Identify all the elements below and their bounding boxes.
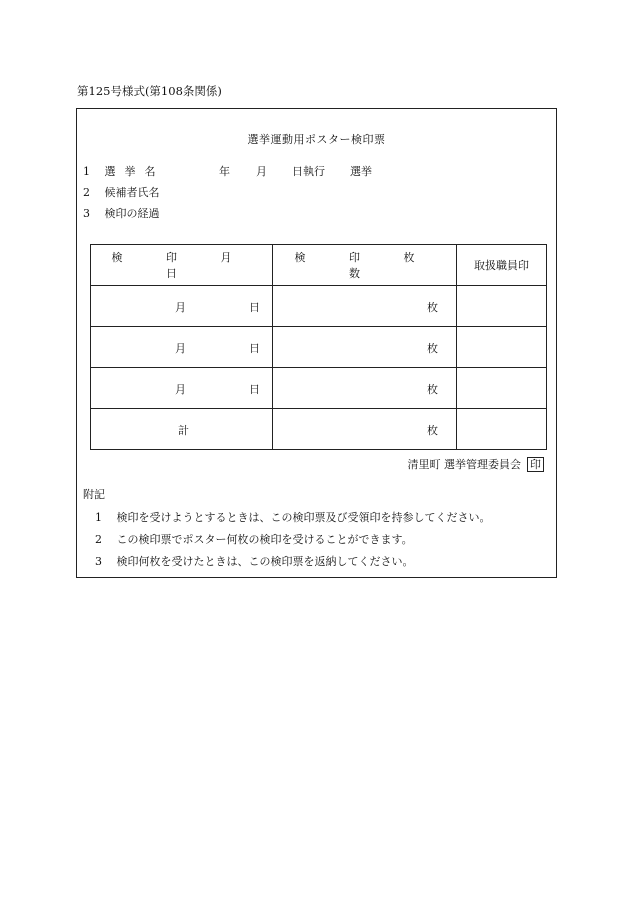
note-number: 2 [95,533,102,546]
note-number: 1 [95,511,102,524]
count-cell[interactable]: 枚 [273,286,457,327]
table-header-row [91,245,547,286]
note-text: 検印何枚を受けたときは、この検印票を返納してください。 [116,555,414,568]
table-row [91,327,547,368]
header-inspection-count: 検 印 枚 数 [273,245,457,286]
inspection-log-table [90,244,547,450]
note-text: 検印を受けようとするときは、この検印票及び受領印を持参してください。 [116,511,491,524]
item-number: 3 [83,207,90,220]
seal-cell[interactable] [457,327,547,368]
total-seal-cell[interactable] [457,409,547,450]
item-label: 検印の経過 [104,207,160,220]
header-staff-seal: 取扱職員印 [457,245,547,286]
table-row [91,368,547,409]
item-candidate-name [83,186,160,200]
year-label: 年 [219,165,230,178]
seal-cell[interactable] [457,286,547,327]
header-inspection-date: 検 印 月 日 [91,245,273,286]
issuer [408,457,545,472]
notes-title: 附記 [83,488,105,501]
month-label: 月 [256,165,267,178]
date-cell[interactable]: 月 日 [91,286,273,327]
seal-cell[interactable] [457,368,547,409]
item-label: 候補者氏名 [104,186,160,199]
item-label: 選挙名 [104,165,165,178]
seal-mark: 印 [527,457,544,472]
execution-date-label: 日執行 [292,165,325,178]
date-cell[interactable]: 月 日 [91,327,273,368]
item-number: 2 [83,186,90,199]
note-item [95,555,414,569]
date-cell[interactable]: 月 日 [91,368,273,409]
table-row [91,286,547,327]
note-number: 3 [95,555,102,568]
count-cell[interactable]: 枚 [273,327,457,368]
issuer-name: 清里町 選挙管理委員会 [407,458,521,471]
count-cell[interactable]: 枚 [273,368,457,409]
total-count-cell[interactable]: 枚 [273,409,457,450]
note-text: この検印票でポスター何枚の検印を受けることができます。 [116,533,413,546]
election-label: 選挙 [350,165,372,178]
note-item [95,511,491,525]
form-number: 第125号様式(第108条関係) [77,84,222,98]
note-item [95,533,413,547]
item-number: 1 [83,165,90,178]
form-title: 選挙運動用ポスター検印票 [247,133,386,146]
item-election-name [83,165,372,179]
item-inspection-history [83,207,160,221]
inspection-form [76,108,557,578]
table-total-row [91,409,547,450]
total-label-cell: 計 [91,409,273,450]
